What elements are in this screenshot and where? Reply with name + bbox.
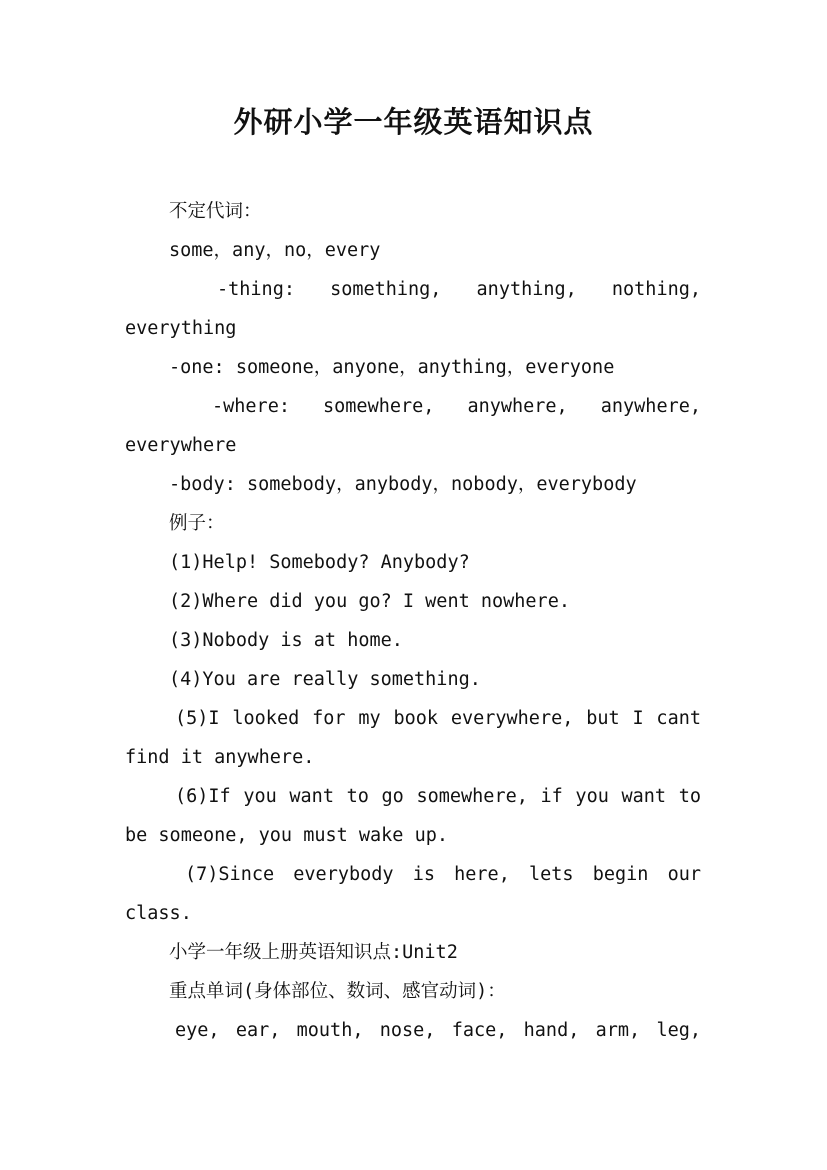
example-5: (5)I looked for my book everywhere, but I cant bbox=[175, 708, 701, 729]
unit-heading: 小学一年级上册英语知识点:Unit2 bbox=[169, 942, 458, 963]
example-5-continued: find it anywhere. bbox=[125, 747, 315, 768]
example-2: (2)Where did you go? I went nowhere. bbox=[169, 591, 570, 612]
example-4: (4)You are really something. bbox=[169, 669, 481, 690]
body-line: -body: somebody，anybody，nobody，everybody bbox=[169, 474, 637, 495]
examples-label: 例子： bbox=[169, 513, 225, 534]
example-3: (3)Nobody is at home. bbox=[169, 630, 403, 651]
example-6: (6)If you want to go somewhere, if you want to bbox=[175, 786, 701, 807]
example-7-continued: class. bbox=[125, 903, 192, 924]
where-line: -where: somewhere, anywhere, anywhere, bbox=[212, 396, 701, 417]
document-body bbox=[125, 192, 701, 1050]
key-words-heading: 重点单词(身体部位、数词、感官动词)： bbox=[169, 981, 506, 1002]
example-7: (7)Since everybody is here, lets begin our bbox=[185, 864, 701, 885]
body-parts-line: eye, ear, mouth, nose, face, hand, arm, leg, bbox=[175, 1020, 701, 1041]
one-line: -one: someone，anyone，anything，everyone bbox=[169, 357, 615, 378]
example-6-continued: be someone, you must wake up. bbox=[125, 825, 449, 846]
thing-line-continued: everything bbox=[125, 318, 237, 339]
prefix-line: some，any，no，every bbox=[169, 240, 381, 261]
where-line-continued: everywhere bbox=[125, 435, 237, 456]
document-title: 外研小学一年级英语知识点 bbox=[233, 105, 594, 139]
example-1: (1)Help! Somebody? Anybody? bbox=[169, 552, 470, 573]
thing-line: -thing: something, anything, nothing, bbox=[217, 279, 701, 300]
pronouns-heading: 不定代词： bbox=[169, 201, 262, 222]
